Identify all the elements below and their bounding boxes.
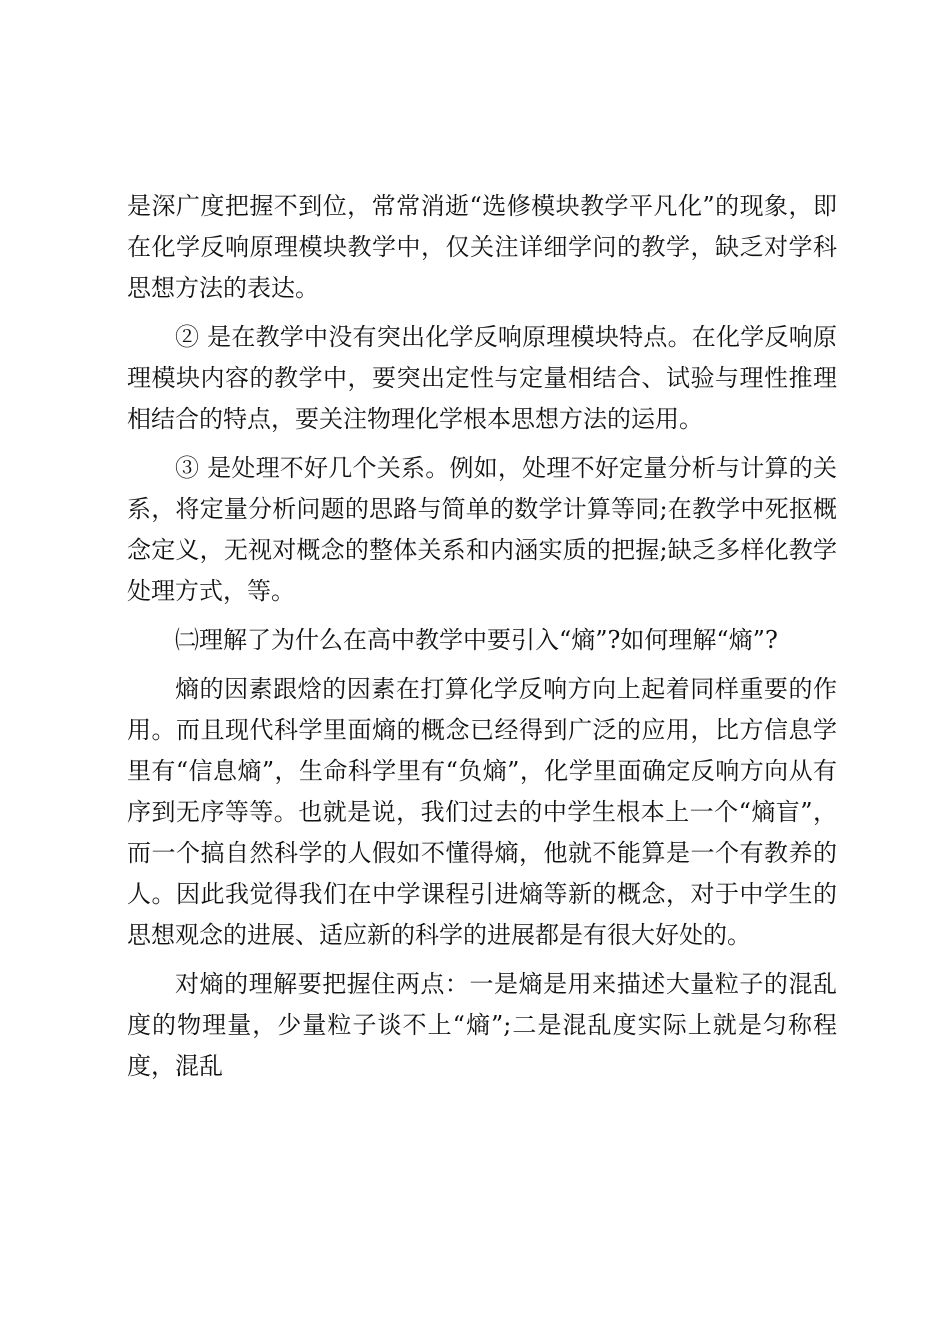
paragraph-continuation: 是深广度把握不到位，常常消逝“选修模块教学平凡化”的现象，即在化学反响原理模块教学中，仅关注详细学问的教学，缺乏对学科思想方法的表达。 (127, 192, 837, 302)
body-text (127, 186, 837, 1087)
section-heading-entropy: ㈡理解了为什么在高中教学中要引入“熵”?如何理解“熵”? (175, 626, 778, 654)
paragraph-entropy-understanding: 对熵的理解要把握住两点：一是熵是用来描述大量粒子的混乱度的物理量，少量粒子谈不上“熵”;二是混乱度实际上就是匀称程度，混乱 (127, 970, 837, 1080)
paragraph-point-3: ③ 是处理不好几个关系。例如，处理不好定量分析与计算的关系，将定量分析问题的思路与简单的数学计算等同;在教学中死抠概念定义，无视对概念的整体关系和内涵实质的把握;缺乏多样化教学处理方式，等。 (127, 454, 837, 605)
paragraph-entropy-importance: 熵的因素跟焓的因素在打算化学反响方向上起着同样重要的作用。而且现代科学里面熵的概念已经得到广泛的应用，比方信息学里有“信息熵”，生命科学里有“负熵”，化学里面确定反响方向从有序到无序等等。也就是说，我们过去的中学生根本上一个“熵盲”，而一个搞自然科学的人假如不懂得熵，他就不能算是一个有教养的人。因此我觉得我们在中学课程引进熵等新的概念，对于中学生的思想观念的进展、适应新的科学的进展都是有很大好处的。 (127, 675, 837, 949)
paragraph-point-2: ② 是在教学中没有突出化学反响原理模块特点。在化学反响原理模块内容的教学中，要突出定性与定量相结合、试验与理性推理相结合的特点，要关注物理化学根本思想方法的运用。 (127, 323, 837, 433)
